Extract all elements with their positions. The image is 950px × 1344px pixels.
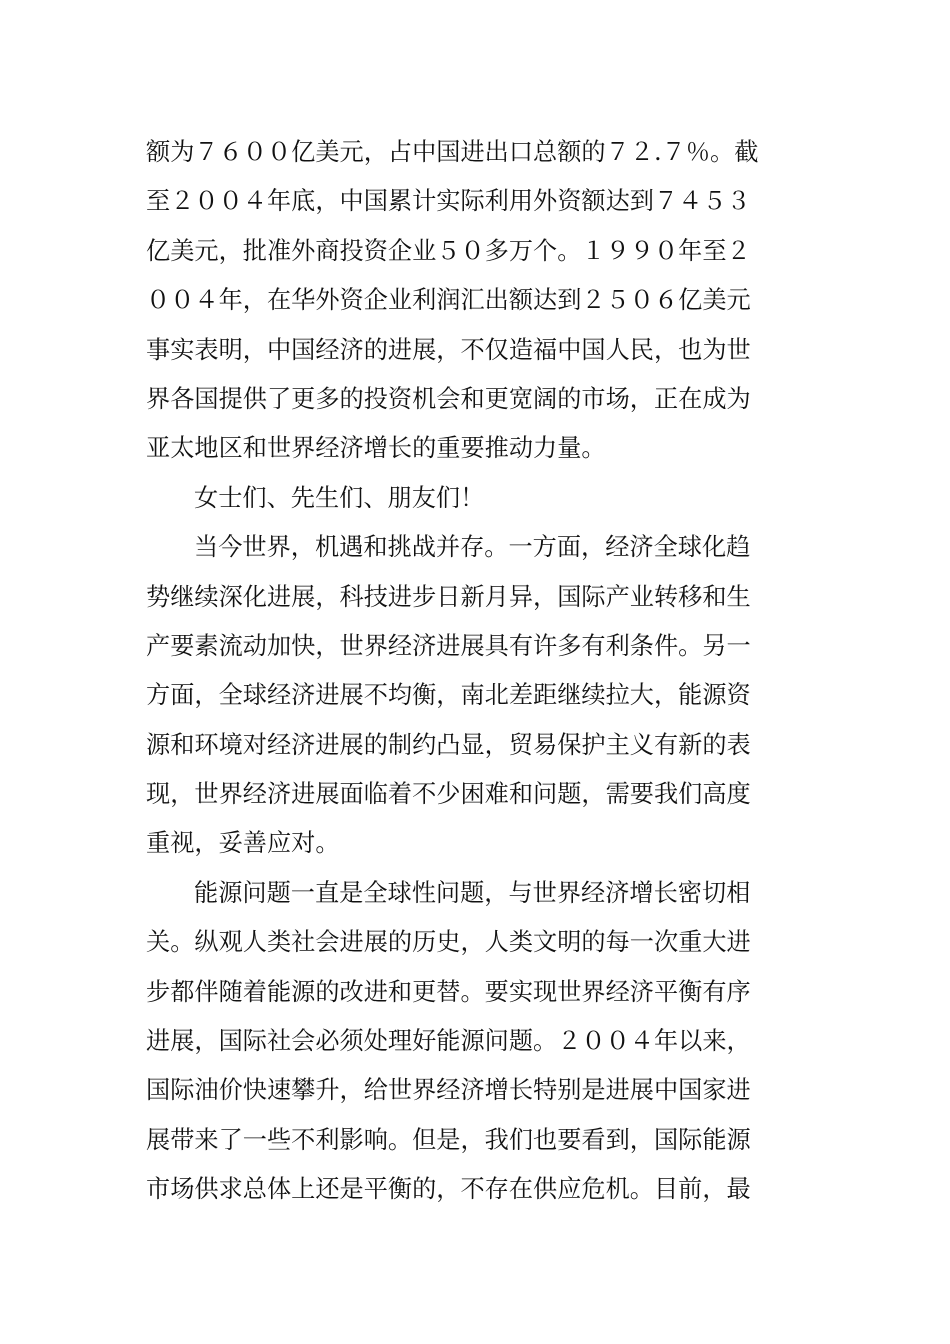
- paragraph: [146, 869, 806, 1215]
- text-line: 界各国提供了更多的投资机会和更宽阔的市场，正在成为: [146, 384, 751, 413]
- text-line: 源和环境对经济进展的制约凸显，贸易保护主义有新的表: [146, 730, 751, 759]
- text-line: 女士们、先生们、朋友们！: [194, 483, 485, 512]
- text-line: 势继续深化进展，科技进步日新月异，国际产业转移和生: [146, 582, 751, 611]
- text-line: 重视，妥善应对。: [146, 829, 340, 858]
- paragraph: [146, 128, 806, 474]
- text-line: 市场供求总体上还是平衡的，不存在供应危机。目前，最: [146, 1175, 751, 1204]
- text-line: 展带来了一些不利影响。但是，我们也要看到，国际能源: [146, 1125, 751, 1154]
- text-line: 现，世界经济进展面临着不少困难和问题，需要我们高度: [146, 780, 751, 809]
- text-line: 事实表明，中国经济的进展，不仅造福中国人民，也为世: [146, 335, 751, 364]
- text-line: 至２００４年底，中国累计实际利用外资额达到７４５３: [146, 187, 751, 216]
- text-line: 步都伴随着能源的改进和更替。要实现世界经济平衡有序: [146, 977, 751, 1006]
- body-text: [146, 128, 806, 1215]
- text-line: 方面，全球经济进展不均衡，南北差距继续拉大，能源资: [146, 681, 751, 710]
- text-line: 国际油价快速攀升，给世界经济增长特别是进展中国家进: [146, 1076, 751, 1105]
- text-line: 亿美元，批准外商投资企业５０多万个。１９９０年至２: [146, 236, 751, 265]
- text-line: 亚太地区和世界经济增长的重要推动力量。: [146, 434, 606, 463]
- paragraph: [146, 523, 806, 869]
- text-line: 关。纵观人类社会进展的历史，人类文明的每一次重大进: [146, 928, 751, 957]
- text-line: ００４年，在华外资企业利润汇出额达到２５０６亿美元: [146, 286, 751, 315]
- text-line: 产要素流动加快，世界经济进展具有许多有利条件。另一: [146, 631, 751, 660]
- text-line: 额为７６００亿美元，占中国进出口总额的７２.７％。截: [146, 138, 759, 166]
- paragraph-salutation: [146, 474, 806, 523]
- text-line: 进展，国际社会必须处理好能源问题。２００４年以来，: [146, 1027, 751, 1056]
- text-line: 当今世界，机遇和挑战并存。一方面，经济全球化趋: [194, 533, 751, 562]
- text-line: 能源问题一直是全球性问题，与世界经济增长密切相: [194, 878, 751, 907]
